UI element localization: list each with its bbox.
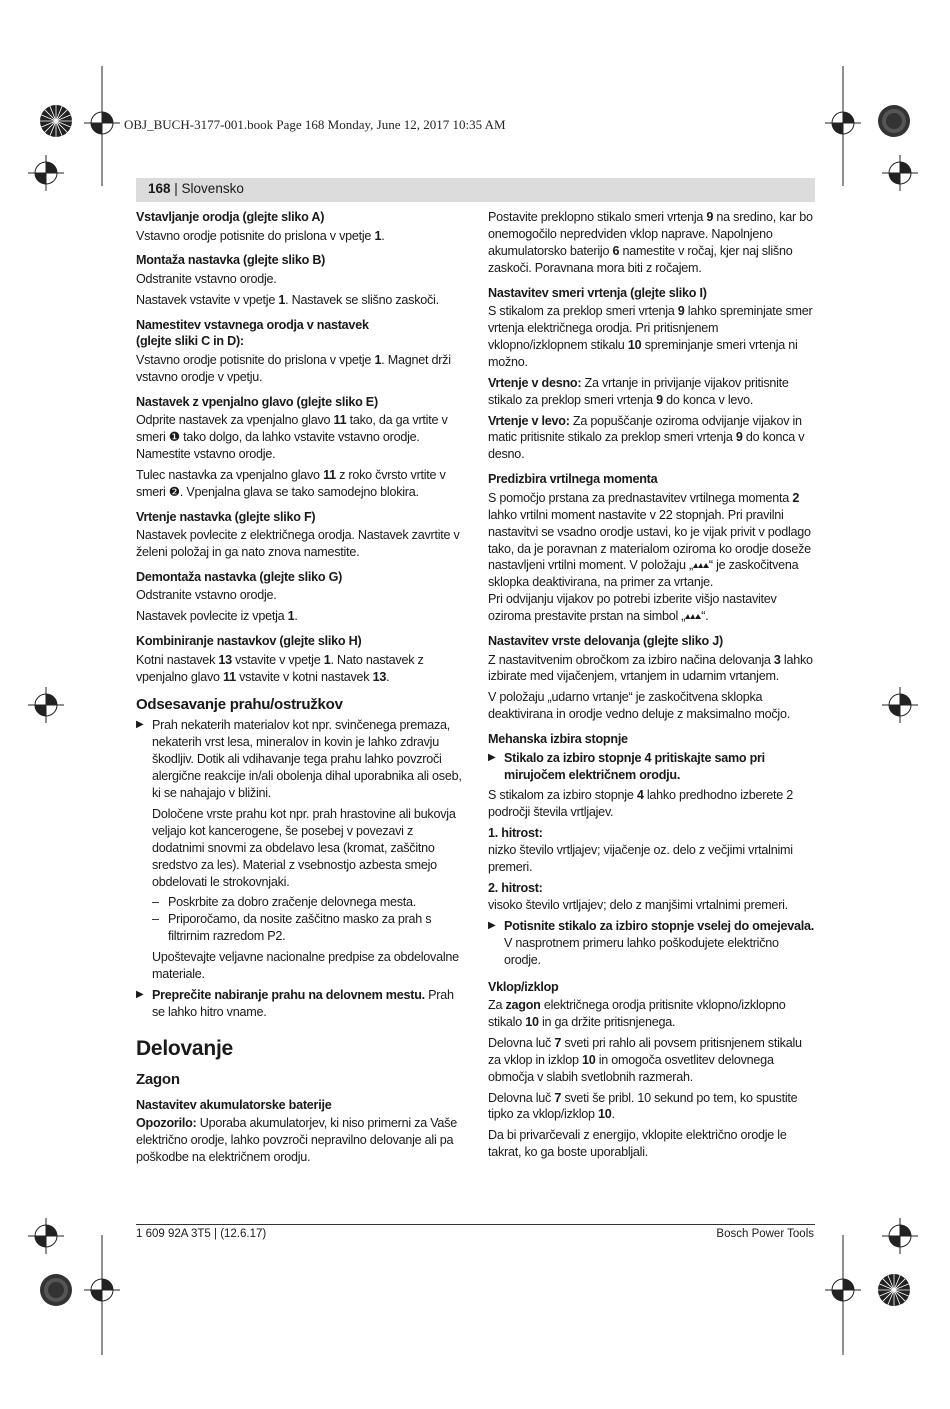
- para-vpenjalna-1: Odprite nastavek za vpenjalno glavo 11 tako, da ga vrtite v smeri ❶ tako dolgo, da lahko vstavite vstavno orodje. Namestite vstavno orodje.: [136, 413, 448, 461]
- crosshair-mark-right-upper: [882, 155, 918, 191]
- para-predizbira-2: Pri odvijanju vijakov po potrebi izberite višjo nastavitev oziroma prestavite prstan na simbol „ “.: [488, 592, 777, 624]
- heading-vrtenje: Vrtenje nastavka (glejte sliko F): [136, 509, 316, 524]
- bullet-omejevala: ▶ Potisnite stikalo za izbiro stopnje vselej do omejevala. V nasprotnem primeru lahko poškodujete električno orodje.: [488, 918, 815, 967]
- para-namestitev: Vstavno orodje potisnite do prislona v vpetje 1. Magnet drži vstavno orodje v vpetju.: [136, 352, 451, 384]
- heading-kombiniranje: Kombiniranje nastavkov (glejte sliko H): [136, 634, 362, 649]
- para-predizbira-1: S pomočjo prstana za prednastavitev vrtilnega momenta 2 lahko vrtilni moment nastavite v 22 stopnjah. Pri pravilni nastavitvi se vsadno orodje ustavi, ko je vijak privit v podlago tako, da je poravnan z materialom oziroma ko orodje doseže nastavljeni vrtilni moment. V položaju „ “ je zaskočitvena sklopka deaktivirana, na primer za vrtanje.: [488, 490, 811, 590]
- para-montaza-1: Odstranite vstavno orodje.: [136, 271, 277, 286]
- page-header-bar: [136, 178, 815, 202]
- heading-demontaza: Demontaža nastavka (glejte sliko G): [136, 569, 343, 584]
- crosshair-mark-top-right: [825, 66, 861, 186]
- para-vrsta-2: V položaju „udarno vrtanje“ je zaskočitvena sklopka deaktivirana in orodje vedno deluje z maksimalno močjo.: [488, 690, 790, 722]
- para-vstavljanje: Vstavno orodje potisnite do prislona v vpetje 1.: [136, 228, 385, 243]
- para-kancerogene: Določene vrste prahu kot npr. prah hrastovine ali bukovja veljajo kot kancerogene, še posebej v povezavi z dodatnimi snovmi za obdelavo lesa (kromat, zaščitno sredstvo za les). Material z vsebnostjo azbesta smejo obdelovati le strokovnjaki.: [152, 806, 456, 889]
- bullet-triangle-icon: ▶: [136, 989, 144, 1000]
- para-hitrost-1: 1. hitrost: nizko število vrtljajev; vijačenje oz. delo z večjimi vrtalnimi premeri.: [488, 826, 793, 875]
- bullet-nabiranje: ▶ Preprečite nabiranje prahu na delovnem mestu. Prah se lahko hitro vname.: [136, 988, 454, 1019]
- heading-vrsta: Nastavitev vrste delovanja (glejte sliko J): [488, 634, 723, 649]
- heading-predizbira: Predizbira vrtilnega momenta: [488, 472, 658, 487]
- bullet-triangle-icon: ▶: [136, 719, 144, 731]
- registration-mark-top-left-disc: [38, 103, 74, 139]
- crosshair-mark-right-lower: [882, 1218, 918, 1254]
- footer-divider: [136, 1224, 815, 1225]
- heading-zagon: Zagon: [136, 1070, 180, 1088]
- drill-symbol-icon: [685, 613, 701, 621]
- para-demontaza-2: Nastavek povlecite iz vpetja 1.: [136, 609, 298, 624]
- book-file-header: OBJ_BUCH-3177-001.book Page 168 Monday, June 12, 2017 10:35 AM: [124, 117, 506, 132]
- footer-doc-number: 1 609 92A 3T5 | (12.6.17): [136, 1228, 267, 1240]
- para-predpise: Upoštevajte veljavne nacionalne predpise za obdelovalne materiale.: [152, 950, 459, 982]
- para-vrtenje-levo: Vrtenje v levo: Za popuščanje oziroma odvijanje vijakov in matic pritisnite stikalo za preklop smeri vrtenja 9 do konca v desno.: [488, 413, 805, 462]
- heading-montaza: Montaža nastavka (glejte sliko B): [136, 253, 326, 268]
- para-vrsta-1: Z nastavitvenim obročkom za izbiro načina delovanja 3 lahko izbirate med vijačenjem, vrtanjem in udarnim vrtanjem.: [488, 652, 813, 684]
- right-column: [488, 209, 815, 1165]
- registration-mark-bottom-left-disc: [38, 1272, 74, 1308]
- page-header-separator: |: [170, 181, 182, 196]
- para-kombiniranje: Kotni nastavek 13 vstavite v vpetje 1. Nato nastavek z vpenjalno glavo 11 vstavite v kotni nastavek 13.: [136, 652, 424, 684]
- heading-delovanje: Delovanje: [136, 1036, 233, 1060]
- dash-item-maska: – Priporočamo, da nosite zaščitno masko za prah s filtrirnim razredom P2.: [152, 912, 432, 944]
- para-smer: S stikalom za preklop smeri vrtenja 9 lahko spreminjate smer vrtenja električnega orodja. Pri pritisnjenem vklopno/izklopnem stikalu 10 spreminjanje smeri vrtenja ni možno.: [488, 304, 813, 369]
- para-postavite: Postavite preklopno stikalo smeri vrtenja 9 na sredino, kar bo onemogočilo nepredviden vklop naprave. Napolnjeno akumulatorsko baterijo 6 namestite v ročaj, kjer naj slišno zaskoči. Poravnana mora biti z ročajem.: [488, 210, 813, 275]
- heading-namestitev: Namestitev vstavnega orodja v nastavek (glejte sliki C in D):: [136, 317, 369, 349]
- crosshair-mark-left-middle: [28, 687, 64, 723]
- crosshair-mark-top-left: [84, 66, 120, 186]
- crosshair-mark-right-middle: [882, 687, 918, 723]
- registration-mark-bottom-right-disc: [876, 1272, 912, 1308]
- para-vklop-2: Delovna luč 7 sveti pri rahlo ali povsem pritisnjenem stikalu za vklop in izklop 10 in omogoča osvetlitev delovnega območja v slabih svetlobnih razmerah.: [488, 1035, 802, 1084]
- para-montaza-2: Nastavek vstavite v vpetje 1. Nastavek se slišno zaskoči.: [136, 292, 439, 307]
- para-vklop-4: Da bi privarčevali z energijo, vklopite električno orodje le takrat, ko ga boste uporabljali.: [488, 1128, 787, 1160]
- footer-brand: Bosch Power Tools: [716, 1228, 814, 1240]
- heading-smer: Nastavitev smeri vrtenja (glejte sliko I): [488, 285, 707, 300]
- left-column: [136, 209, 463, 1170]
- page-header: [148, 181, 244, 196]
- drill-symbol-icon: [693, 562, 709, 570]
- para-mehanska: S stikalom za izbiro stopnje 4 lahko predhodno izberete 2 področji števila vrtljajev.: [488, 788, 793, 820]
- heading-vstavljanje: Vstavljanje orodja (glejte sliko A): [136, 210, 325, 224]
- para-demontaza-1: Odstranite vstavno orodje.: [136, 588, 277, 603]
- heading-mehanska: Mehanska izbira stopnje: [488, 732, 628, 747]
- para-vklop-3: Delovna luč 7 sveti še pribl. 10 sekund po tem, ko spustite tipko za vklop/izklop 10.: [488, 1090, 798, 1122]
- bullet-stikalo-mirujoce: ▶ Stikalo za izbiro stopnje 4 pritiskajte samo pri mirujočem električnem orodju.: [488, 750, 765, 782]
- heading-vpenjalna: Nastavek z vpenjalno glavo (glejte sliko E): [136, 394, 378, 409]
- para-vklop-1: Za zagon električnega orodja pritisnite vklopno/izklopno stikalo 10 in ga držite pritisnjenega.: [488, 998, 786, 1029]
- crosshair-mark-bottom-right: [825, 1235, 861, 1355]
- page-language: Slovensko: [181, 181, 244, 196]
- heading-nastavitev-akum: Nastavitev akumulatorske baterije: [136, 1097, 332, 1112]
- para-vpenjalna-2: Tulec nastavka za vpenjalno glavo 11 z roko čvrsto vrtite v smeri ❷. Vpenjalna glava se tako samodejno blokira.: [136, 467, 446, 499]
- heading-odsesavanje: Odsesavanje prahu/ostružkov: [136, 695, 343, 713]
- bullet-triangle-icon: ▶: [488, 751, 496, 763]
- para-hitrost-2: 2. hitrost: visoko število vrtljajev; delo z manjšimi vrtalnimi premeri.: [488, 881, 788, 912]
- dash-item-zracenje: – Poskrbite za dobro zračenje delovnega mesta.: [152, 895, 417, 910]
- crosshair-mark-bottom-left: [84, 1235, 120, 1355]
- crosshair-mark-left-lower: [28, 1218, 64, 1254]
- registration-mark-top-right-disc: [876, 103, 912, 139]
- para-opozorilo: Opozorilo: Uporaba akumulatorjev, ki niso primerni za Vaše električno orodje, lahko povzroči nepravilno delovanje ali pa poškodbe na električnem orodju.: [136, 1116, 457, 1164]
- para-vrtenje: Nastavek povlecite z električnega orodja. Nastavek zavrtite v želeni položaj in ga nato znova namestite.: [136, 528, 460, 559]
- page-number: 168: [148, 181, 171, 196]
- bullet-triangle-icon: ▶: [488, 919, 496, 931]
- heading-vklop: Vklop/izklop: [488, 979, 559, 994]
- para-vrtenje-desno: Vrtenje v desno: Za vrtanje in privijanje vijakov pritisnite stikalo za preklop smeri vrtenja 9 do konca v levo.: [488, 375, 789, 407]
- crosshair-mark-left-upper: [28, 155, 64, 191]
- bullet-prah: ▶ Prah nekaterih materialov kot npr. svinčenega premaza, nekaterih vrst lesa, mineralov in kovin je lahko zdravju škodljiv. Dotik ali vdihavanje tega prahu lahko povzroči alergične reakcije in/ali obolenja dihal uporabnika ali oseb, ki se nahajajo v bližini.: [136, 718, 462, 801]
